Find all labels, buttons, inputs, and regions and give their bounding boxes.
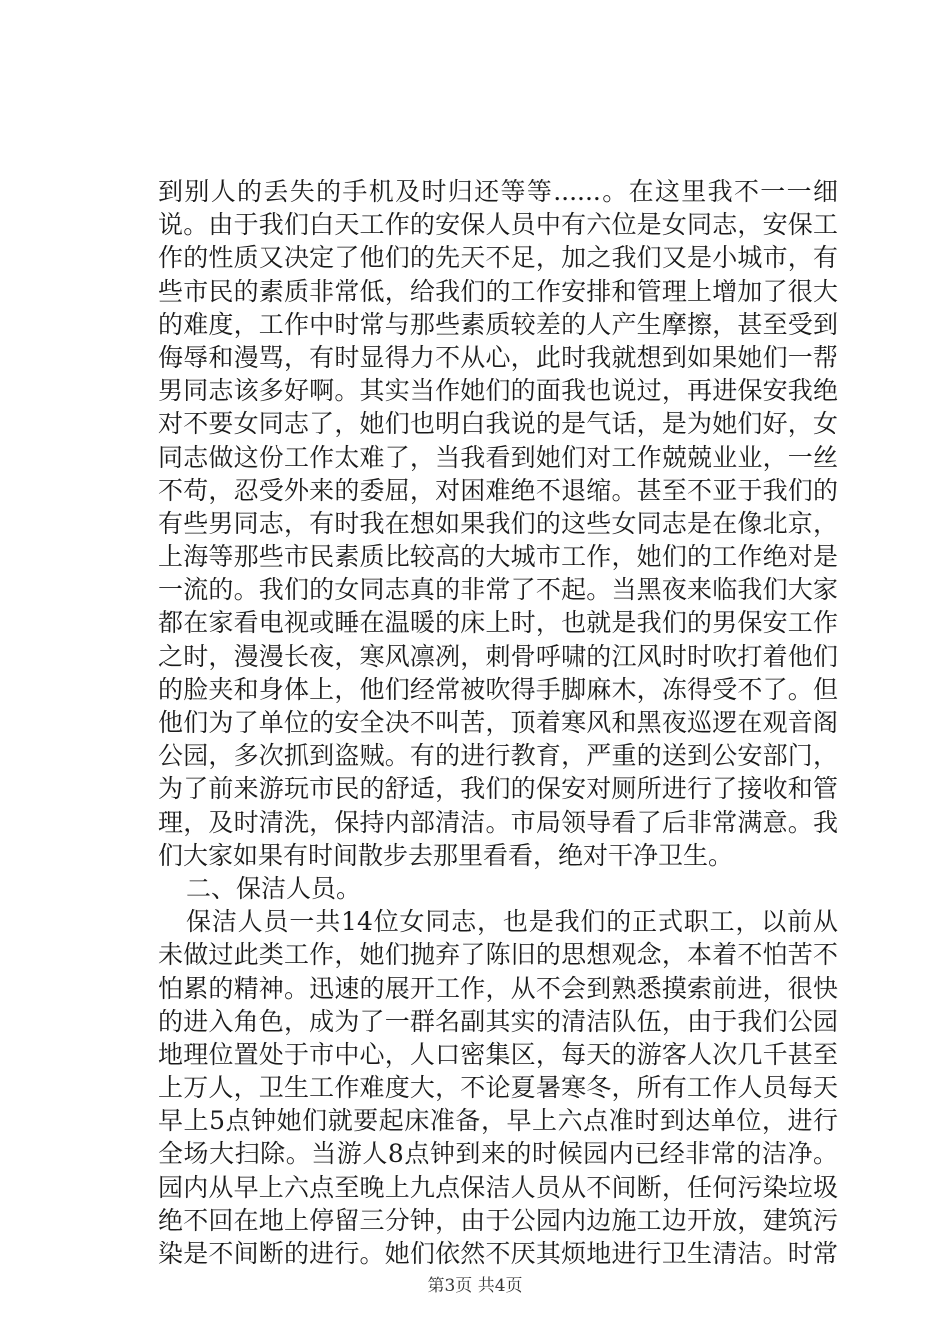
text-line: 他们为了单位的安全决不叫苦，顶着寒风和黑夜巡逻在观音阁 xyxy=(158,708,838,737)
text-line: 园内从早上六点至晚上九点保洁人员从不间断，任何污染垃圾 xyxy=(158,1172,838,1202)
text-line: 男同志该多好啊。其实当作她们的面我也说过，再进保安我绝 xyxy=(158,376,838,406)
text-line: 到别人的丢失的手机及时归还等等......。在这里我不一一细 xyxy=(158,177,838,206)
text-line: 的进入角色，成为了一群名副其实的清洁队伍，由于我们公园 xyxy=(158,1006,838,1036)
text-line: 的脸夹和身体上，他们经常被吹得手脚麻木，冻得受不了。但 xyxy=(158,674,838,704)
text-line: 侮辱和漫骂，有时显得力不从心，此时我就想到如果她们一帮 xyxy=(158,342,838,372)
text-line: 未做过此类工作，她们抛弃了陈旧的思想观念，本着不怕苦不 xyxy=(158,940,838,970)
text-line: 早上5点钟她们就要起床准备，早上六点准时到达单位，进行 xyxy=(158,1106,838,1136)
text-line: 的难度，工作中时常与那些素质较差的人产生摩擦，甚至受到 xyxy=(158,309,838,339)
text-line: 一流的。我们的女同志真的非常了不起。当黑夜来临我们大家 xyxy=(158,575,838,605)
text-line: 有些男同志，有时我在想如果我们的这些女同志是在像北京， xyxy=(158,508,838,538)
text-line: 地理位置处于市中心，人口密集区，每天的游客人次几千甚至 xyxy=(158,1039,838,1069)
text-line: 染是不间断的进行。她们依然不厌其烦地进行卫生清洁。时常 xyxy=(158,1239,838,1268)
text-line: 怕累的精神。迅速的展开工作，从不会到熟悉摸索前进，很快 xyxy=(158,973,838,1003)
text-line: 公园，多次抓到盗贼。有的进行教育，严重的送到公安部门， xyxy=(158,741,838,771)
page-footer: 第3页 共4页 xyxy=(427,1276,523,1296)
text-line: 作的性质又决定了他们的先天不足，加之我们又是小城市，有 xyxy=(158,243,838,273)
text-line: 上海等那些市民素质比较高的大城市工作，她们的工作绝对是 xyxy=(158,542,838,572)
text-line: 不苟，忍受外来的委屈，对困难绝不退缩。甚至不亚于我们的 xyxy=(158,475,838,505)
text-line: 绝不回在地上停留三分钟，由于公园内边施工边开放，建筑污 xyxy=(158,1205,838,1235)
text-line: 保洁人员一共14位女同志，也是我们的正式职工，以前从 xyxy=(186,907,838,937)
text-line: 上万人，卫生工作难度大，不论夏暑寒冬，所有工作人员每天 xyxy=(158,1073,838,1103)
body-text xyxy=(158,175,838,1270)
text-line: 为了前来游玩市民的舒适，我们的保安对厕所进行了接收和管 xyxy=(158,774,838,804)
section-heading: 二、保洁人员。 xyxy=(186,873,362,903)
text-line: 都在家看电视或睡在温暖的床上时，也就是我们的男保安工作 xyxy=(158,608,838,638)
text-line: 之时，漫漫长夜，寒风凛冽，刺骨呼啸的江风时时吹打着他们 xyxy=(158,641,838,671)
text-line: 理，及时清洗，保持内部清洁。市局领导看了后非常满意。我 xyxy=(158,807,838,837)
text-line: 全场大扫除。当游人8点钟到来的时候园内已经非常的洁净。 xyxy=(158,1139,838,1169)
text-line: 些市民的素质非常低，给我们的工作安排和管理上增加了很大 xyxy=(158,276,838,306)
text-line: 同志做这份工作太难了，当我看到她们对工作兢兢业业，一丝 xyxy=(158,442,838,472)
text-line: 对不要女同志了，她们也明白我说的是气话，是为她们好，女 xyxy=(158,409,838,439)
text-line: 们大家如果有时间散步去那里看看，绝对干净卫生。 xyxy=(158,840,734,870)
text-line: 说。由于我们白天工作的安保人员中有六位是女同志，安保工 xyxy=(158,210,838,240)
